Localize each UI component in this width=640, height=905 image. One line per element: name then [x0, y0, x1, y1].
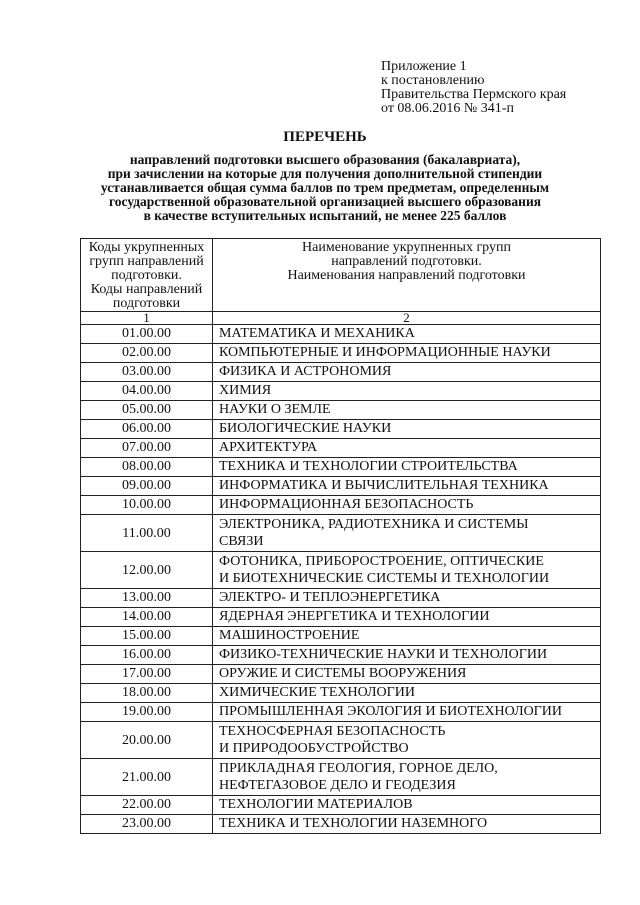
- row-code: 20.00.00: [81, 722, 213, 759]
- table-row: [81, 439, 601, 458]
- row-name-line: МАТЕМАТИКА И МЕХАНИКА: [219, 326, 415, 341]
- table-row: [81, 344, 601, 363]
- row-name: [213, 552, 601, 589]
- row-code: 21.00.00: [81, 759, 213, 796]
- header-codes: [81, 239, 213, 312]
- header-line: Коды укрупненных: [88, 240, 205, 255]
- row-code: 17.00.00: [81, 665, 213, 684]
- table-column-numbers: [81, 312, 601, 325]
- row-name-line: ФОТОНИКА, ПРИБОРОСТРОЕНИЕ, ОПТИЧЕСКИЕ: [219, 554, 544, 569]
- row-code: 12.00.00: [81, 552, 213, 589]
- document-subtitle: [90, 153, 560, 223]
- table-row: [81, 552, 601, 589]
- row-name: [213, 646, 601, 665]
- header-line: Наименование укрупненных групп: [302, 240, 511, 255]
- table-row: [81, 420, 601, 439]
- row-name-line: НАУКИ О ЗЕМЛЕ: [219, 402, 331, 417]
- table-row: [81, 382, 601, 401]
- table-row: [81, 815, 601, 834]
- row-code: 18.00.00: [81, 684, 213, 703]
- row-code: 03.00.00: [81, 363, 213, 382]
- table-row: [81, 722, 601, 759]
- table-row: [81, 363, 601, 382]
- appendix-line: к постановлению: [381, 73, 485, 88]
- row-code: 15.00.00: [81, 627, 213, 646]
- table-row: [81, 608, 601, 627]
- table-row: [81, 665, 601, 684]
- row-name-line: ЭЛЕКТРОНИКА, РАДИОТЕХНИКА И СИСТЕМЫ: [219, 517, 529, 532]
- row-name: [213, 496, 601, 515]
- row-name-line: ТЕХНОЛОГИИ МАТЕРИАЛОВ: [219, 797, 413, 812]
- header-line: Коды направлений: [90, 282, 203, 297]
- row-name-line: ПРИКЛАДНАЯ ГЕОЛОГИЯ, ГОРНОЕ ДЕЛО,: [219, 761, 498, 776]
- header-line: Наименования направлений подготовки: [287, 268, 526, 283]
- row-code: 06.00.00: [81, 420, 213, 439]
- column-number: 2: [213, 312, 601, 325]
- row-code: 13.00.00: [81, 589, 213, 608]
- table-row: [81, 401, 601, 420]
- table-row: [81, 325, 601, 344]
- table-row: [81, 589, 601, 608]
- row-name: [213, 477, 601, 496]
- row-name-line: КОМПЬЮТЕРНЫЕ И ИНФОРМАЦИОННЫЕ НАУКИ: [219, 345, 551, 360]
- row-name: [213, 608, 601, 627]
- table-row: [81, 759, 601, 796]
- header-line: подготовки.: [111, 268, 182, 283]
- row-name: [213, 703, 601, 722]
- row-code: 09.00.00: [81, 477, 213, 496]
- row-name-line: ФИЗИКО-ТЕХНИЧЕСКИЕ НАУКИ И ТЕХНОЛОГИИ: [219, 647, 548, 662]
- row-code: 04.00.00: [81, 382, 213, 401]
- row-name-line: НЕФТЕГАЗОВОЕ ДЕЛО И ГЕОДЕЗИЯ: [219, 778, 456, 793]
- row-name-line: ИНФОРМАТИКА И ВЫЧИСЛИТЕЛЬНАЯ ТЕХНИКА: [219, 478, 549, 493]
- document-title: ПЕРЕЧЕНЬ: [283, 129, 367, 145]
- table-header-row: [81, 239, 601, 312]
- row-name: [213, 439, 601, 458]
- row-name-line: ФИЗИКА И АСТРОНОМИЯ: [219, 364, 392, 379]
- row-code: 23.00.00: [81, 815, 213, 834]
- header-line: направлений подготовки.: [331, 254, 482, 269]
- row-name: [213, 515, 601, 552]
- table-row: [81, 703, 601, 722]
- row-name-line: СВЯЗИ: [219, 534, 264, 549]
- appendix-block: [381, 60, 621, 116]
- row-code: 22.00.00: [81, 796, 213, 815]
- row-name: [213, 627, 601, 646]
- directions-table: [80, 238, 601, 834]
- subtitle-line: в качестве вступительных испытаний, не менее 225 баллов: [143, 208, 507, 223]
- table-row: [81, 458, 601, 477]
- row-name-line: ТЕХНИКА И ТЕХНОЛОГИИ СТРОИТЕЛЬСТВА: [219, 459, 518, 474]
- row-name-line: И БИОТЕХНИЧЕСКИЕ СИСТЕМЫ И ТЕХНОЛОГИИ: [219, 571, 550, 586]
- header-names: [213, 239, 601, 312]
- table-row: [81, 477, 601, 496]
- row-name-line: БИОЛОГИЧЕСКИЕ НАУКИ: [219, 421, 392, 436]
- row-name: [213, 325, 601, 344]
- row-name-line: ТЕХНИКА И ТЕХНОЛОГИИ НАЗЕМНОГО: [219, 816, 488, 831]
- column-number: 1: [81, 312, 213, 325]
- row-name: [213, 344, 601, 363]
- row-code: 01.00.00: [81, 325, 213, 344]
- row-code: 11.00.00: [81, 515, 213, 552]
- row-name: [213, 815, 601, 834]
- appendix-line: Приложение 1: [381, 59, 467, 74]
- subtitle-line: при зачислении на которые для получения дополнительной стипендии: [107, 166, 543, 181]
- row-name-line: МАШИНОСТРОЕНИЕ: [219, 628, 360, 643]
- header-line: подготовки: [112, 296, 181, 311]
- row-code: 10.00.00: [81, 496, 213, 515]
- row-code: 05.00.00: [81, 401, 213, 420]
- row-code: 19.00.00: [81, 703, 213, 722]
- row-name-line: ПРОМЫШЛЕННАЯ ЭКОЛОГИЯ И БИОТЕХНОЛОГИИ: [219, 704, 562, 719]
- row-name: [213, 759, 601, 796]
- row-name: [213, 401, 601, 420]
- row-name: [213, 684, 601, 703]
- table-row: [81, 796, 601, 815]
- row-name-line: АРХИТЕКТУРА: [219, 440, 318, 455]
- row-name-line: И ПРИРОДООБУСТРОЙСТВО: [219, 741, 409, 756]
- row-name-line: ЭЛЕКТРО- И ТЕПЛОЭНЕРГЕТИКА: [219, 590, 441, 605]
- row-code: 02.00.00: [81, 344, 213, 363]
- appendix-line: Правительства Пермского края: [381, 87, 567, 102]
- subtitle-line: направлений подготовки высшего образования (бакалавриата),: [129, 152, 521, 167]
- row-name: [213, 458, 601, 477]
- table-row: [81, 646, 601, 665]
- row-name: [213, 363, 601, 382]
- table-row: [81, 627, 601, 646]
- subtitle-line: государственной образовательной организацией высшего образования: [108, 194, 542, 209]
- row-name-line: ТЕХНОСФЕРНАЯ БЕЗОПАСНОСТЬ: [219, 724, 446, 739]
- table-row: [81, 496, 601, 515]
- row-name: [213, 382, 601, 401]
- row-name: [213, 589, 601, 608]
- subtitle-line: устанавливается общая сумма баллов по трем предметам, определенным: [100, 180, 550, 195]
- row-name-line: ИНФОРМАЦИОННАЯ БЕЗОПАСНОСТЬ: [219, 497, 474, 512]
- row-name: [213, 796, 601, 815]
- table-row: [81, 515, 601, 552]
- row-name-line: ХИМИЯ: [219, 383, 272, 398]
- table-row: [81, 684, 601, 703]
- header-line: групп направлений: [89, 254, 204, 269]
- row-name: [213, 665, 601, 684]
- document-heading: [90, 129, 560, 223]
- row-name-line: ЯДЕРНАЯ ЭНЕРГЕТИКА И ТЕХНОЛОГИИ: [219, 609, 490, 624]
- appendix-line: от 08.06.2016 № 341-п: [381, 101, 514, 116]
- row-name-line: ХИМИЧЕСКИЕ ТЕХНОЛОГИИ: [219, 685, 415, 700]
- row-name: [213, 420, 601, 439]
- row-code: 16.00.00: [81, 646, 213, 665]
- row-code: 07.00.00: [81, 439, 213, 458]
- row-name: [213, 722, 601, 759]
- row-code: 14.00.00: [81, 608, 213, 627]
- row-name-line: ОРУЖИЕ И СИСТЕМЫ ВООРУЖЕНИЯ: [219, 666, 467, 681]
- row-code: 08.00.00: [81, 458, 213, 477]
